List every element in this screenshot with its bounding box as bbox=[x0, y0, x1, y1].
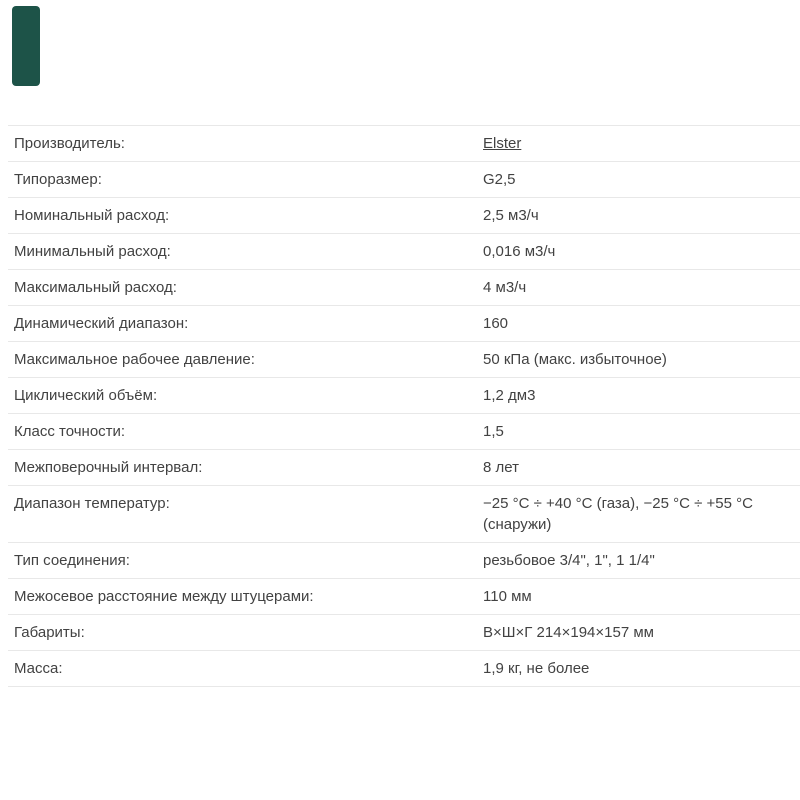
spec-row-manufacturer bbox=[8, 126, 800, 162]
spec-label: Максимальное рабочее давление: bbox=[14, 351, 255, 368]
spec-label: Диапазон температур: bbox=[14, 495, 170, 512]
spec-row-accuracy-class bbox=[8, 414, 800, 450]
spec-label: Габариты: bbox=[14, 624, 85, 641]
spec-row-verification-interval bbox=[8, 450, 800, 486]
spec-value: 160 bbox=[483, 315, 509, 332]
top-left-accent-block bbox=[12, 6, 40, 86]
spec-label: Номинальный расход: bbox=[14, 207, 170, 224]
spec-label: Максимальный расход: bbox=[14, 279, 177, 296]
spec-label: Производитель: bbox=[14, 135, 125, 152]
spec-row-cyclic-volume bbox=[8, 378, 800, 414]
spec-value: 1,2 дм3 bbox=[483, 387, 536, 404]
spec-row-weight bbox=[8, 651, 800, 687]
spec-value: 1,5 bbox=[483, 423, 504, 440]
spec-row-temperature-range bbox=[8, 486, 800, 543]
spec-row-max-pressure bbox=[8, 342, 800, 378]
spec-value bbox=[483, 133, 800, 154]
spec-value: 1,9 кг, не более bbox=[483, 660, 590, 677]
spec-value: 0,016 м3/ч bbox=[483, 243, 556, 260]
spec-row-min-flow bbox=[8, 234, 800, 270]
spec-label: Тип соединения: bbox=[14, 552, 130, 569]
spec-value: резьбовое 3/4", 1", 1 1/4" bbox=[483, 552, 655, 569]
spec-value: 50 кПа (макс. избыточное) bbox=[483, 351, 667, 368]
spec-label: Масса: bbox=[14, 660, 63, 677]
spec-label: Класс точности: bbox=[14, 423, 126, 440]
spec-value: 4 м3/ч bbox=[483, 279, 527, 296]
spec-label: Динамический диапазон: bbox=[14, 315, 189, 332]
spec-label: Циклический объём: bbox=[14, 387, 158, 404]
spec-row-size bbox=[8, 162, 800, 198]
specs-table bbox=[8, 125, 800, 687]
spec-value: G2,5 bbox=[483, 171, 516, 188]
spec-row-dynamic-range bbox=[8, 306, 800, 342]
spec-label: Минимальный расход: bbox=[14, 243, 171, 260]
spec-value: В×Ш×Г 214×194×157 мм bbox=[483, 624, 654, 641]
spec-value: 2,5 м3/ч bbox=[483, 207, 539, 224]
spec-row-fitting-distance bbox=[8, 579, 800, 615]
spec-value: 110 мм bbox=[483, 588, 532, 605]
spec-value: 8 лет bbox=[483, 459, 519, 476]
spec-row-dimensions bbox=[8, 615, 800, 651]
manufacturer-link[interactable]: Elster bbox=[483, 135, 522, 152]
spec-label: Типоразмер: bbox=[14, 171, 102, 188]
spec-row-nominal-flow bbox=[8, 198, 800, 234]
spec-label: Межповерочный интервал: bbox=[14, 459, 203, 476]
spec-label: Межосевое расстояние между штуцерами: bbox=[14, 588, 314, 605]
spec-value: −25 °C ÷ +40 °C (газа), −25 °C ÷ +55 °C (снаружи) bbox=[483, 495, 753, 533]
spec-row-connection-type bbox=[8, 543, 800, 579]
spec-row-max-flow bbox=[8, 270, 800, 306]
